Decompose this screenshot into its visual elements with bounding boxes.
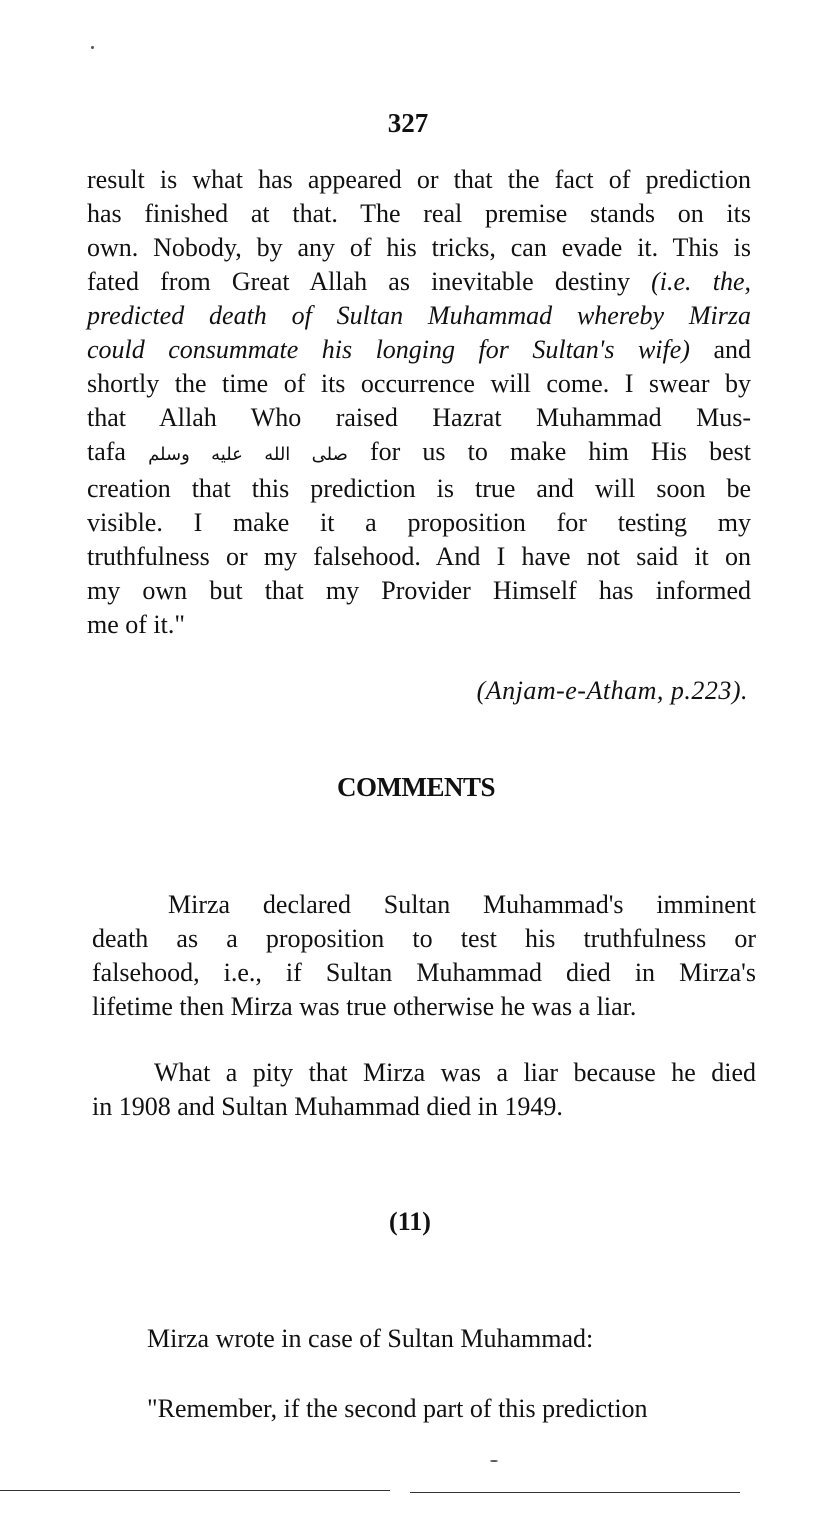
- italic-line: predicted death of Sultan Muhammad whereby Mirza: [87, 301, 751, 330]
- text-line: falsehood, i.e., if Sultan Muhammad died in Mirza's: [92, 958, 756, 987]
- text-fragment: tafa: [87, 437, 126, 466]
- quote-opening-line: "Remember, if the second part of this prediction: [147, 1394, 648, 1423]
- arabic-honorific: صلى الله عليه وسلم: [148, 444, 348, 465]
- scan-speck: [490, 1460, 498, 1462]
- text-line: lifetime then Mirza was true otherwise he was a liar.: [92, 992, 637, 1021]
- text-line: my own but that my Provider Himself has informed: [87, 576, 751, 605]
- text-fragment: and: [713, 335, 752, 364]
- text-line: Mirza declared Sultan Muhammad's imminent: [168, 890, 756, 919]
- text-line: truthfulness or my falsehood. And I have not said it on: [87, 542, 751, 571]
- text-line-mixed: [87, 333, 751, 367]
- comment-paragraph-2: [92, 1056, 756, 1124]
- quoted-passage: [87, 163, 751, 642]
- text-line: creation that this prediction is true and will soon be: [87, 474, 751, 503]
- section-number: (11): [389, 1207, 431, 1236]
- text-line: shortly the time of its occurrence will come. I swear by: [87, 369, 751, 398]
- text-line: death as a proposition to test his truthfulness or: [92, 924, 756, 953]
- scan-line: [410, 1492, 740, 1493]
- section-heading: COMMENTS: [337, 772, 495, 802]
- italic-fragment: (i.e. the,: [651, 267, 751, 296]
- text-line: visible. I make it a proposition for testing my: [87, 508, 751, 537]
- text-line: What a pity that Mirza was a liar because he died: [154, 1058, 756, 1087]
- text-line: me of it.": [87, 610, 185, 639]
- text-fragment: fated from Great Allah as inevitable destiny: [87, 267, 630, 296]
- lead-text: Mirza wrote in case of Sultan Muhammad:: [147, 1324, 594, 1353]
- text-line: own. Nobody, by any of his tricks, can evade it. This is: [87, 233, 751, 262]
- text-line-mixed: [87, 265, 751, 299]
- scan-speck: [91, 46, 94, 49]
- scan-line: [0, 1490, 390, 1491]
- text-line: has finished at that. The real premise stands on its: [87, 199, 751, 228]
- comment-paragraph-1: [92, 888, 756, 1024]
- italic-fragment: could consummate his longing for Sultan's wife): [87, 335, 690, 364]
- text-line-mixed: [87, 435, 751, 472]
- text-fragment: for us to make him His best: [370, 437, 752, 466]
- citation: (Anjam-e-Atham, p.223).: [476, 676, 748, 705]
- text-line: in 1908 and Sultan Muhammad died in 1949.: [92, 1092, 563, 1121]
- text-line: result is what has appeared or that the fact of prediction: [87, 165, 751, 194]
- page-number: 327: [387, 108, 429, 138]
- text-line: that Allah Who raised Hazrat Muhammad Mus-: [87, 403, 751, 432]
